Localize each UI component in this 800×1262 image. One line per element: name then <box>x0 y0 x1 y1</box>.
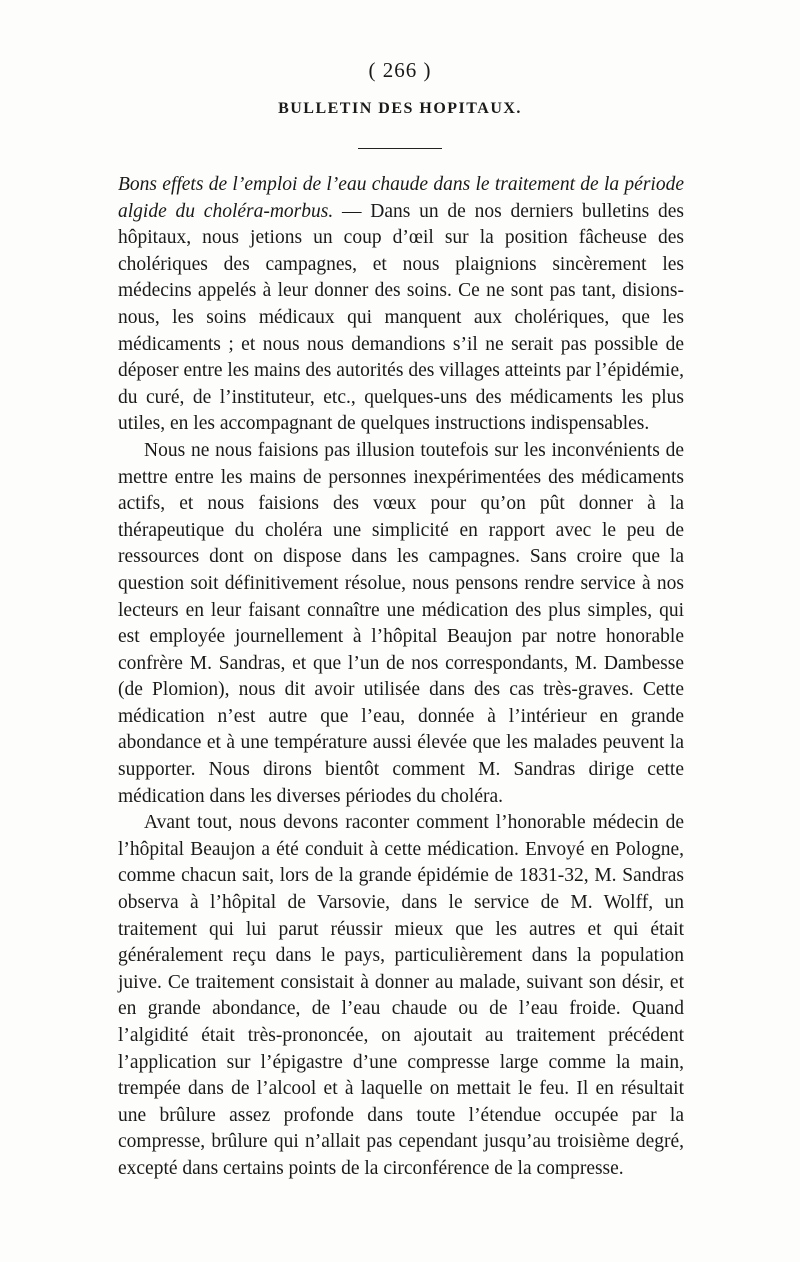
page-number: ( 266 ) <box>368 58 432 82</box>
article-title: Bons effets de l’emploi de l’eau chaude dans le traitement de la période algide du choléra-morbus. <box>118 174 684 222</box>
paragraph-3: Avant tout, nous devons raconter comment l’honorable médecin de l’hôpital Beaujon a été conduit à cette médication. Envoyé en Pologne, comme chacun sait, lors de la grande épidémie de 1831-32, M. Sandras observa à l’hôpital de Varsovie, dans le service de M. Wolff, un traitement qui lui parut réussir mieux que les autres et qui était généralement reçu dans le pays, particulièrement dans la population juive. Ce traitement consistait à donner au malade, suivant son désir, et en grande abondance, de l’eau chaude ou de l’eau froide. Quand l’algidité était très-prononcée, on ajoutait au traitement précédent l’application sur l’épigastre d’une compresse large comme la main, trempée dans de l’alcool et à laquelle on mettait le feu. Il en résultait une brûlure assez profonde dans toute l’étendue occupée par la compresse, brûlure qui n’allait pas cependant jusqu’au troisième degré, excepté dans certains points de la circonférence de la compresse. <box>118 812 684 1179</box>
paragraph-1-text: — Dans un de nos derniers bulletins des hôpitaux, nous jetions un coup d’œil sur la position fâcheuse des cholériques des campagnes, et nous plaignions sincèrement les médecins appelés à leur donner des soins. Ce ne sont pas tant, disions-nous, les soins médicaux qui manquent aux cholériques, que les médicaments ; et nous nous demandions s’il ne serait pas possible de déposer entre les mains des autorités des villages atteints par l’épidémie, du curé, de l’instituteur, etc., quelques-uns des médicaments les plus utiles, en les accompagnant de quelques instructions indispensables. <box>118 200 684 435</box>
paragraph-2: Nous ne nous faisions pas illusion toutefois sur les inconvénients de mettre entre les mains de personnes inexpérimentées des médicaments actifs, et nous faisions des vœux pour qu’on pût donner à la thérapeutique du choléra une simplicité en rapport avec le peu de ressources dont on dispose dans les campagnes. Sans croire que la question soit définitivement résolue, nous pensons rendre service à nos lecteurs en leur faisant connaître une médication des plus simples, qui est employée journellement à l’hôpital Beaujon par notre honorable confrère M. Sandras, et que l’un de nos correspondants, M. Dambesse (de Plomion), nous dit avoir utilisée dans des cas très-graves. Cette médication n’est autre que l’eau, donnée à l’intérieur en grande abondance et à une température aussi élevée que les malades peuvent la supporter. Nous dirons bientôt comment M. Sandras dirige cette médication dans les diverses périodes du choléra. <box>118 439 684 807</box>
paragraph-1 <box>118 172 684 438</box>
title-rule <box>358 148 442 149</box>
running-head: BULLETIN DES HOPITAUX. <box>278 100 522 117</box>
article-body <box>118 172 684 1183</box>
